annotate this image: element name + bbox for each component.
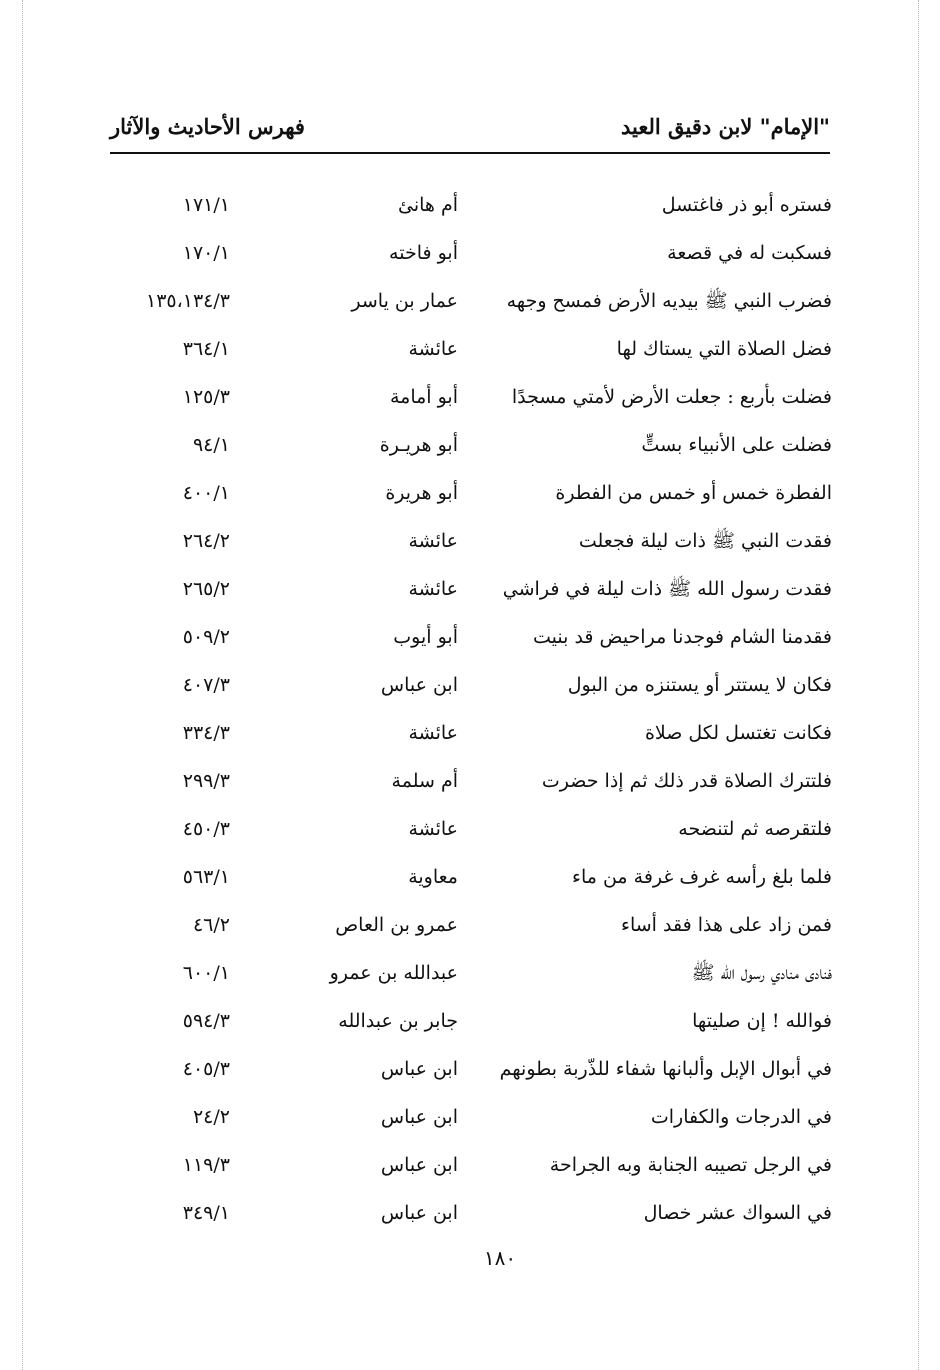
hadith-text: فمن زاد على هذا فقد أساء (621, 914, 832, 936)
volume-page-ref: ٥٩٤/٣ (182, 1010, 230, 1032)
volume-page-ref: ١٧٠/١ (182, 242, 230, 264)
index-entry (0, 282, 940, 330)
running-header (110, 114, 830, 156)
index-entry (0, 618, 940, 666)
hadith-text: فكان لا يستتر أو يستنزه من البول (567, 674, 832, 696)
book-title: "الإمام" لابن دقيق العيد (620, 114, 830, 139)
index-entry (0, 234, 940, 282)
narrator: عمار بن ياسر (351, 290, 458, 312)
hadith-text: في الدرجات والكفارات (650, 1106, 832, 1128)
index-entry (0, 378, 940, 426)
volume-page-ref: ٤٠٥/٣ (182, 1058, 230, 1080)
hadith-text: فضرب النبي ﷺ بيديه الأرض فمسح وجهه (506, 290, 832, 312)
hadith-text: في السواك عشر خصال (643, 1202, 832, 1224)
volume-page-ref: ٤٥٠/٣ (182, 818, 230, 840)
index-entry (0, 666, 940, 714)
hadith-text: فقدمنا الشام فوجدنا مراحيض قد بنيت (533, 626, 832, 648)
narrator: ابن عباس (380, 1058, 458, 1080)
volume-page-ref: ٩٤/١ (192, 434, 230, 456)
hadith-text: فلتقرصه ثم لتنضحه (678, 818, 832, 840)
hadith-text: فستره أبو ذر فاغتسل (661, 194, 832, 216)
index-entry (0, 330, 940, 378)
hadith-text: فضل الصلاة التي يستاك لها (616, 338, 832, 360)
hadith-text: في أبوال الإبل وألبانها شفاء للذّربة بطونهم (499, 1058, 832, 1080)
narrator: ابن عباس (380, 1106, 458, 1128)
narrator: عمرو بن العاص (335, 914, 458, 936)
narrator: جابر بن عبدالله (338, 1010, 458, 1032)
volume-page-ref: ٢٤/٢ (192, 1106, 230, 1128)
narrator: عائشة (408, 338, 458, 360)
hadith-text: الفطرة خمس أو خمس من الفطرة (555, 482, 832, 504)
narrator: عائشة (408, 818, 458, 840)
volume-page-ref: ٢٩٩/٣ (182, 770, 230, 792)
index-entry (0, 522, 940, 570)
index-entry (0, 1194, 940, 1242)
hadith-text: فقدت رسول الله ﷺ ذات ليلة في فراشي (502, 578, 832, 600)
narrator: عائشة (408, 530, 458, 552)
narrator: أبو أيوب (393, 626, 458, 648)
hadith-text: فنادى منادي رسول الله ﷺ (691, 962, 832, 984)
narrator: عبدالله بن عمرو (329, 962, 458, 984)
page-number: ١٨٠ (483, 1246, 517, 1270)
index-entry (0, 426, 940, 474)
index-entry (0, 1146, 940, 1194)
index-entry (0, 1050, 940, 1098)
hadith-text: فسكبت له في قصعة (667, 242, 832, 264)
volume-page-ref: ١٣٥،١٣٤/٣ (146, 290, 230, 312)
hadith-text: فوالله ! إن صليتها (692, 1010, 832, 1032)
narrator: معاوية (408, 866, 458, 888)
narrator: أبو هريـرة (379, 434, 458, 456)
hadith-text: فقدت النبي ﷺ ذات ليلة فجعلت (578, 530, 832, 552)
index-entry (0, 1098, 940, 1146)
hadith-text: فلتترك الصلاة قدر ذلك ثم إذا حضرت (541, 770, 832, 792)
hadith-index-list (0, 186, 940, 1242)
narrator: أبو أمامة (389, 386, 458, 408)
index-entry (0, 474, 940, 522)
volume-page-ref: ٣٣٤/٣ (182, 722, 230, 744)
hadith-text: فضلت بأربع : جعلت الأرض لأمتي مسجدًا (511, 386, 832, 408)
narrator: ابن عباس (380, 1202, 458, 1224)
index-entry (0, 810, 940, 858)
index-entry (0, 858, 940, 906)
index-entry (0, 714, 940, 762)
volume-page-ref: ٥٦٣/١ (182, 866, 230, 888)
index-entry (0, 186, 940, 234)
volume-page-ref: ٤٠٧/٣ (182, 674, 230, 696)
narrator: أم هانئ (397, 194, 458, 216)
hadith-text: فكانت تغتسل لكل صلاة (644, 722, 832, 744)
index-entry (0, 762, 940, 810)
narrator: أبو فاخته (389, 242, 458, 264)
index-entry (0, 906, 940, 954)
header-divider (110, 152, 830, 154)
volume-page-ref: ١٢٥/٣ (182, 386, 230, 408)
index-entry (0, 1002, 940, 1050)
volume-page-ref: ٥٠٩/٢ (182, 626, 230, 648)
volume-page-ref: ٤٦/٢ (192, 914, 230, 936)
narrator: أم سلمة (391, 770, 458, 792)
volume-page-ref: ٣٦٤/١ (182, 338, 230, 360)
narrator: ابن عباس (380, 1154, 458, 1176)
volume-page-ref: ١١٩/٣ (182, 1154, 230, 1176)
index-entry (0, 954, 940, 1002)
hadith-text: في الرجل تصيبه الجنابة وبه الجراحة (549, 1154, 832, 1176)
volume-page-ref: ٦٠٠/١ (182, 962, 230, 984)
section-title: فهرس الأحاديث والآثار (110, 114, 305, 139)
hadith-text: فلما بلغ رأسه غرف غرفة من ماء (572, 866, 832, 888)
volume-page-ref: ٢٦٤/٢ (182, 530, 230, 552)
narrator: أبو هريرة (385, 482, 458, 504)
volume-page-ref: ٤٠٠/١ (182, 482, 230, 504)
narrator: عائشة (408, 578, 458, 600)
index-entry (0, 570, 940, 618)
volume-page-ref: ١٧١/١ (182, 194, 230, 216)
volume-page-ref: ٢٦٥/٢ (182, 578, 230, 600)
narrator: عائشة (408, 722, 458, 744)
narrator: ابن عباس (380, 674, 458, 696)
hadith-text: فضلت على الأنبياء بستٍّ (641, 434, 832, 456)
volume-page-ref: ٣٤٩/١ (182, 1202, 230, 1224)
